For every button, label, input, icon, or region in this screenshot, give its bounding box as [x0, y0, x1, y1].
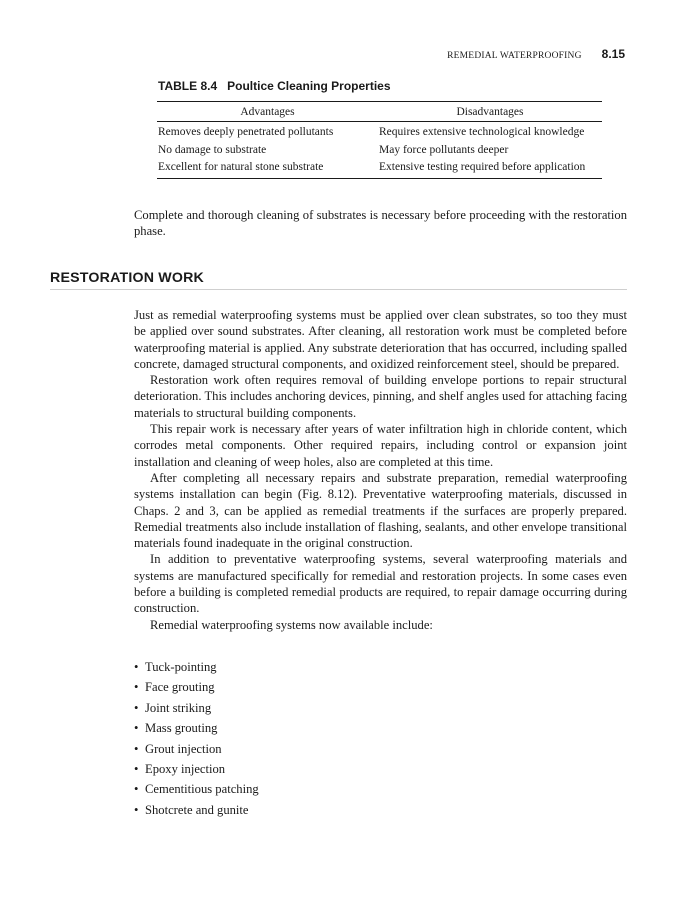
list-item-label: Shotcrete and gunite	[145, 802, 249, 817]
list-item	[134, 761, 259, 781]
bullet-icon: •	[134, 802, 139, 817]
table-number: TABLE 8.4	[158, 79, 218, 93]
body-paragraph: After completing all necessary repairs and substrate preparation, remedial waterproofing systems installation can begin (Fig. 8.12). Preventative waterproofing materials, discussed in Chaps. 2 and 3, can be applied as remedial treatments if the surfaces are properly prepared. Remedial treatments also include installation of flashing, sealants, and other envelope transitional materials found inadequate in the original construction.	[134, 470, 627, 551]
table-header-row	[157, 102, 602, 122]
table-caption	[158, 79, 391, 93]
list-item-label: Joint striking	[145, 700, 212, 715]
body-paragraph: This repair work is necessary after years of water infiltration high in chloride content, which corrodes metal components. Other required repairs, including control or expansion joint installation and cleaning of weep holes, also are completed at this time.	[134, 422, 627, 469]
table-row	[157, 142, 602, 160]
column-header-disadvantages: Disadvantages	[378, 102, 602, 122]
body-paragraph: Remedial waterproofing systems now available include:	[150, 617, 433, 632]
list-item	[134, 781, 259, 801]
table-cell: Extensive testing required before application	[378, 159, 602, 178]
list-item	[134, 741, 259, 761]
page-number: 8.15	[601, 47, 625, 61]
bullet-icon: •	[134, 721, 139, 736]
poultice-properties-table	[157, 101, 602, 179]
running-title: REMEDIAL WATERPROOFING	[447, 51, 582, 61]
bullet-icon: •	[134, 680, 139, 695]
list-item	[134, 802, 259, 822]
table-cell: Removes deeply penetrated pollutants	[158, 126, 334, 138]
list-item-label: Face grouting	[145, 680, 215, 695]
list-item	[134, 659, 259, 679]
table-row	[157, 159, 602, 178]
bullet-icon: •	[134, 761, 139, 776]
remedial-systems-list	[134, 659, 259, 822]
intro-paragraph: Complete and thorough cleaning of substrates is necessary before proceeding with the restoration phase.	[134, 208, 627, 239]
list-item	[134, 700, 259, 720]
section-divider	[50, 289, 627, 290]
table-row	[157, 122, 602, 142]
table-cell: Excellent for natural stone substrate	[157, 159, 378, 178]
table-title: Poultice Cleaning Properties	[227, 79, 391, 93]
body-paragraph: Restoration work often requires removal of building envelope portions to repair structural deterioration. This includes anchoring devices, pinning, and shelf angles used for attaching facing materials to structural building components.	[134, 373, 627, 420]
bullet-icon: •	[134, 700, 139, 715]
list-item-label: Epoxy injection	[145, 761, 226, 776]
list-item-label: Mass grouting	[145, 721, 218, 736]
section-body	[134, 307, 627, 633]
list-item-label: Cementitious patching	[145, 782, 259, 797]
list-item-label: Tuck-pointing	[145, 660, 217, 674]
bullet-icon: •	[134, 660, 139, 674]
table-cell: May force pollutants deeper	[379, 143, 509, 156]
body-paragraph: Just as remedial waterproofing systems must be applied over clean substrates, so too they must be applied over sound substrates. After cleaning, all restoration work must be completed before waterproofing material is applied. Any substrate deterioration that has occurred, including spalled concrete, damaged structural components, and oxidized reinforcement steel, should be prepared.	[134, 308, 627, 371]
column-header-advantages: Advantages	[157, 102, 378, 122]
list-item	[134, 679, 259, 699]
bullet-icon: •	[134, 782, 139, 797]
body-paragraph: In addition to preventative waterproofing systems, several waterproofing materials and systems are manufactured specifically for remedial and restoration projects. In some cases even before a building is completed remedial products are required, to repair damage occurring during construction.	[134, 552, 627, 616]
section-heading: RESTORATION WORK	[50, 270, 205, 286]
list-item-label: Grout injection	[145, 741, 222, 756]
list-item	[134, 720, 259, 740]
running-header	[447, 47, 625, 61]
table-cell: No damage to substrate	[158, 143, 267, 156]
table-cell: Requires extensive technological knowledge	[379, 126, 585, 138]
bullet-icon: •	[134, 741, 139, 756]
